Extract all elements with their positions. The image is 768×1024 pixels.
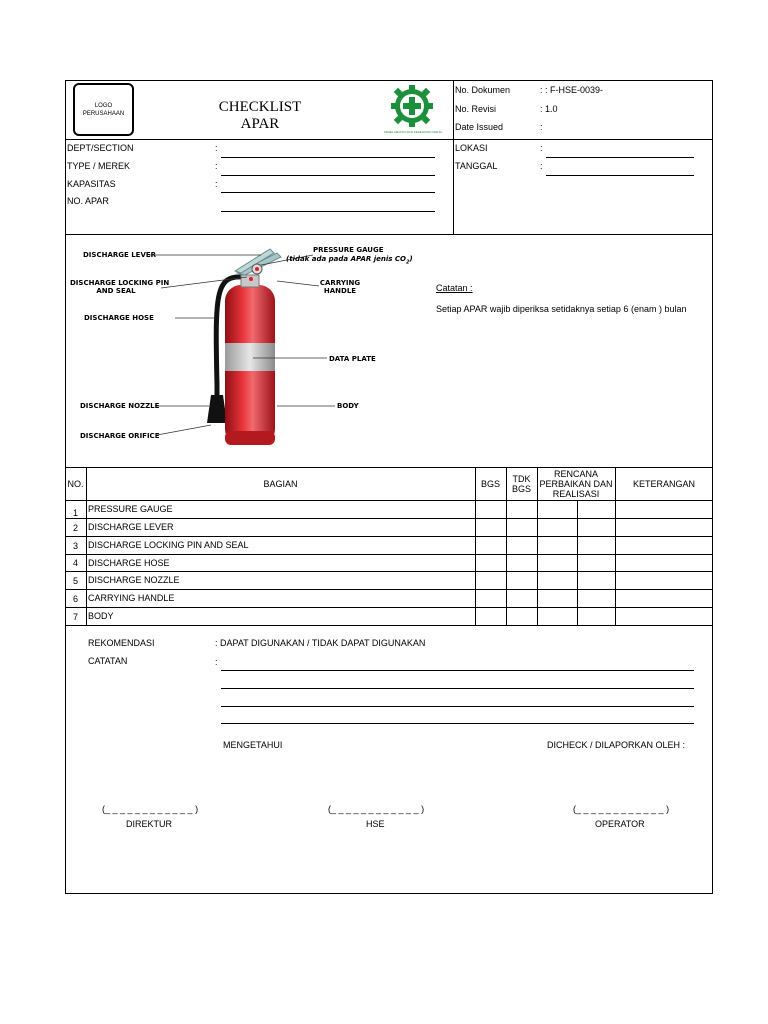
- colon: :: [215, 179, 218, 189]
- header-bagian: BAGIAN: [263, 479, 298, 489]
- label-locking-pin: DISCHARGE LOCKING PIN AND SEAL: [70, 279, 170, 295]
- revision-value: : 1.0: [540, 104, 558, 114]
- kapasitas-field[interactable]: [221, 192, 435, 193]
- colon: :: [540, 143, 543, 153]
- signature-placeholder[interactable]: (_ _ _ _ _ _ _ _ _ _ _ _ ): [328, 804, 425, 814]
- doc-number-value: : : F-HSE-0039-: [540, 85, 604, 95]
- row-no: 2: [72, 523, 78, 533]
- rekomendasi-label: REKOMENDASI: [88, 638, 155, 648]
- tanggal-label: TANGGAL: [455, 161, 498, 171]
- signer-direktur: DIREKTUR: [126, 819, 173, 829]
- row-bagian: DISCHARGE NOZZLE: [88, 575, 180, 585]
- catatan-line[interactable]: [221, 723, 694, 724]
- row-no: 6: [72, 594, 78, 604]
- dicheck-label: DICHECK / DILAPORKAN OLEH :: [547, 740, 686, 750]
- row-bagian: DISCHARGE HOSE: [88, 558, 170, 568]
- doc-number-label: No. Dokumen: [455, 85, 511, 95]
- type-merek-field[interactable]: [221, 175, 435, 176]
- row-bagian: PRESSURE GAUGE: [88, 504, 173, 514]
- label-discharge-nozzle: DISCHARGE NOZZLE: [80, 402, 160, 410]
- label-body: BODY: [337, 402, 359, 410]
- row-bagian: DISCHARGE LEVER: [88, 522, 174, 532]
- no-apar-label: NO. APAR: [67, 196, 109, 206]
- col-border: [86, 467, 87, 625]
- catatan-line[interactable]: [221, 706, 694, 707]
- type-merek-label: TYPE / MEREK: [67, 161, 131, 171]
- dept-section-label: DEPT/SECTION: [67, 143, 134, 153]
- signature-placeholder[interactable]: (_ _ _ _ _ _ _ _ _ _ _ _ ): [102, 804, 199, 814]
- row-bagian: BODY: [88, 611, 114, 621]
- divider: [65, 139, 713, 140]
- header-keterangan: KETERANGAN: [632, 479, 695, 489]
- label-pressure-gauge: PRESSURE GAUGE: [313, 246, 384, 254]
- row-no: 3: [72, 541, 78, 551]
- catatan-line[interactable]: [221, 688, 694, 689]
- label-discharge-hose: DISCHARGE HOSE: [84, 314, 154, 322]
- lokasi-field[interactable]: [546, 157, 694, 158]
- emblem-caption: KESELAMATAN DAN KESEHATAN KERJA: [384, 130, 442, 134]
- colon: :: [215, 143, 218, 153]
- colon: :: [215, 657, 218, 667]
- table-bottom-border: [65, 625, 713, 626]
- date-issued-label: Date Issued: [455, 122, 504, 132]
- row-no: 1: [72, 508, 78, 518]
- row-no: 7: [72, 612, 78, 622]
- company-logo-placeholder: [73, 83, 134, 136]
- signature-placeholder[interactable]: (_ _ _ _ _ _ _ _ _ _ _ _ ): [573, 804, 670, 814]
- no-apar-field[interactable]: [221, 211, 435, 212]
- rekomendasi-value: : DAPAT DIGUNAKAN / TIDAK DAPAT DIGUNAKAN: [215, 638, 426, 648]
- logo-line1: LOGO: [94, 102, 113, 109]
- catatan-label: CATATAN: [88, 656, 128, 666]
- revision-label: No. Revisi: [455, 104, 497, 114]
- row-no: 4: [72, 558, 78, 568]
- kapasitas-label: KAPASITAS: [67, 179, 116, 189]
- label-discharge-lever: DISCHARGE LEVER: [83, 251, 157, 259]
- dept-section-field[interactable]: [221, 157, 435, 158]
- catatan-text: Setiap APAR wajib diperiksa setidaknya setiap 6 (enam ) bulan: [436, 304, 687, 314]
- col-border: [615, 467, 616, 625]
- header-bgs: BGS: [480, 479, 500, 489]
- lokasi-label: LOKASI: [455, 143, 488, 153]
- signer-hse: HSE: [366, 819, 385, 829]
- row-bagian: CARRYING HANDLE: [88, 593, 175, 603]
- col-border: [577, 500, 578, 625]
- logo-line2: PERUSAHAAN: [82, 110, 125, 117]
- catatan-line[interactable]: [221, 670, 694, 671]
- mengetahui-label: MENGETAHUI: [223, 740, 283, 750]
- label-discharge-orifice: DISCHARGE ORIFICE: [80, 432, 160, 440]
- header-no: NO.: [67, 479, 84, 489]
- colon: :: [215, 161, 218, 171]
- tanggal-field[interactable]: [546, 175, 694, 176]
- label-carrying-handle: CARRYING HANDLE: [319, 279, 361, 295]
- label-pressure-gauge-note: (tidak ada pada APAR jenis $CO_2$): [286, 255, 413, 266]
- colon: :: [540, 161, 543, 171]
- date-issued-value: :: [540, 122, 543, 132]
- page-title: CHECKLIST APAR: [218, 99, 302, 132]
- header-rencana: RENCANA PERBAIKAN DAN REALISASI: [539, 469, 613, 499]
- header-tdk-bgs: TDK BGS: [511, 474, 531, 494]
- catatan-title: Catatan :: [436, 283, 473, 293]
- row-bagian: DISCHARGE LOCKING PIN AND SEAL: [88, 540, 249, 550]
- divider: [453, 80, 454, 234]
- fire-extinguisher-diagram: [65, 235, 445, 465]
- col-border: [475, 467, 476, 625]
- label-data-plate: DATA PLATE: [329, 355, 376, 363]
- signer-operator: OPERATOR: [595, 819, 645, 829]
- row-no: 5: [72, 576, 78, 586]
